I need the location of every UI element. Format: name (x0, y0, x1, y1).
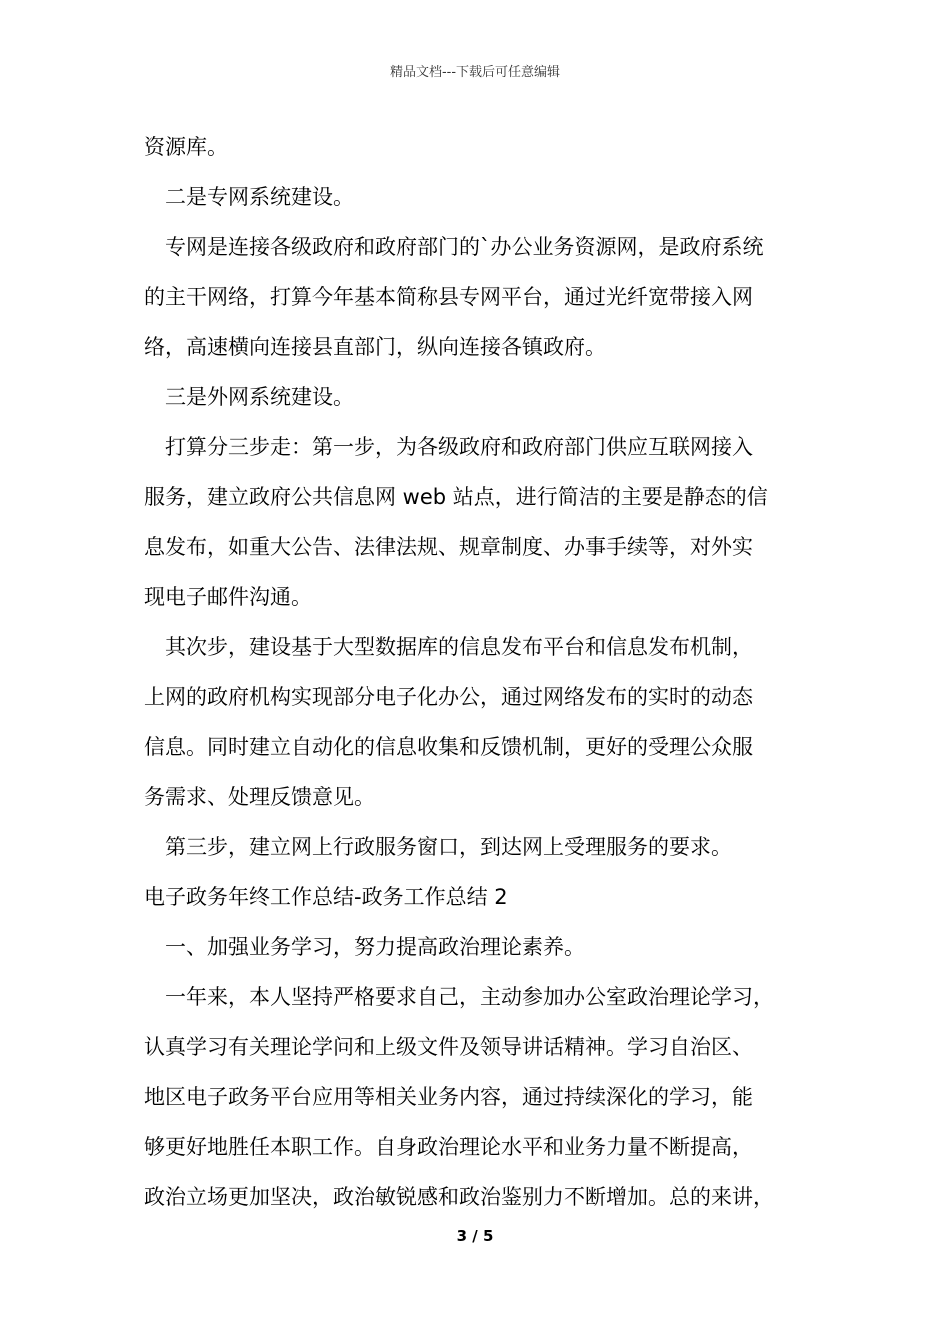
text-line: 上网的政府机构实现部分电子化办公，通过网络发布的实时的动态 (144, 685, 753, 709)
text-line: 的主干网络，打算今年基本简称县专网平台，通过光纤宽带接入网 (144, 285, 753, 309)
text-line: 一年来，本人坚持严格要求自己，主动参加办公室政治理论学习， (165, 985, 774, 1009)
text-line: 现电子邮件沟通。 (144, 585, 312, 609)
page-header: 精品文档---下载后可任意编辑 (389, 65, 561, 80)
page-number: 3 / 5 (456, 1227, 494, 1245)
text-line: 二是专网系统建设。 (165, 185, 354, 209)
text-line: 打算分三步走：第一步，为各级政府和政府部门供应互联网接入 (165, 435, 753, 459)
text-line: 息发布，如重大公告、法律法规、规章制度、办事手续等，对外实 (144, 535, 753, 559)
text-line: 地区电子政务平台应用等相关业务内容，通过持续深化的学习，能 (144, 1085, 753, 1109)
section-heading: 电子政务年终工作总结-政务工作总结 2 (144, 885, 508, 909)
text-line: 三是外网系统建设。 (165, 385, 354, 409)
text-line: 务需求、处理反馈意见。 (144, 785, 375, 809)
text-line: 一、加强业务学习，努力提高政治理论素养。 (165, 935, 585, 959)
document-body (144, 122, 824, 1222)
text-line: 资源库。 (144, 135, 228, 159)
text-line: 政治立场更加坚决，政治敏锐感和政治鉴别力不断增加。总的来讲， (144, 1185, 774, 1209)
text-line: 络，高速横向连接县直部门，纵向连接各镇政府。 (144, 335, 606, 359)
text-line: 专网是连接各级政府和政府部门的`办公业务资源网，是政府系统 (165, 235, 764, 259)
text-line: 信息。同时建立自动化的信息收集和反馈机制，更好的受理公众服 (144, 735, 753, 759)
text-line: 认真学习有关理论学问和上级文件及领导讲话精神。学习自治区、 (144, 1035, 753, 1059)
text-line: 第三步，建立网上行政服务窗口，到达网上受理服务的要求。 (165, 835, 732, 859)
text-line: 其次步，建设基于大型数据库的信息发布平台和信息发布机制， (165, 635, 753, 659)
text-line: 服务，建立政府公共信息网 web 站点，进行简洁的主要是静态的信 (144, 485, 768, 509)
text-line: 够更好地胜任本职工作。自身政治理论水平和业务力量不断提高， (144, 1135, 753, 1159)
